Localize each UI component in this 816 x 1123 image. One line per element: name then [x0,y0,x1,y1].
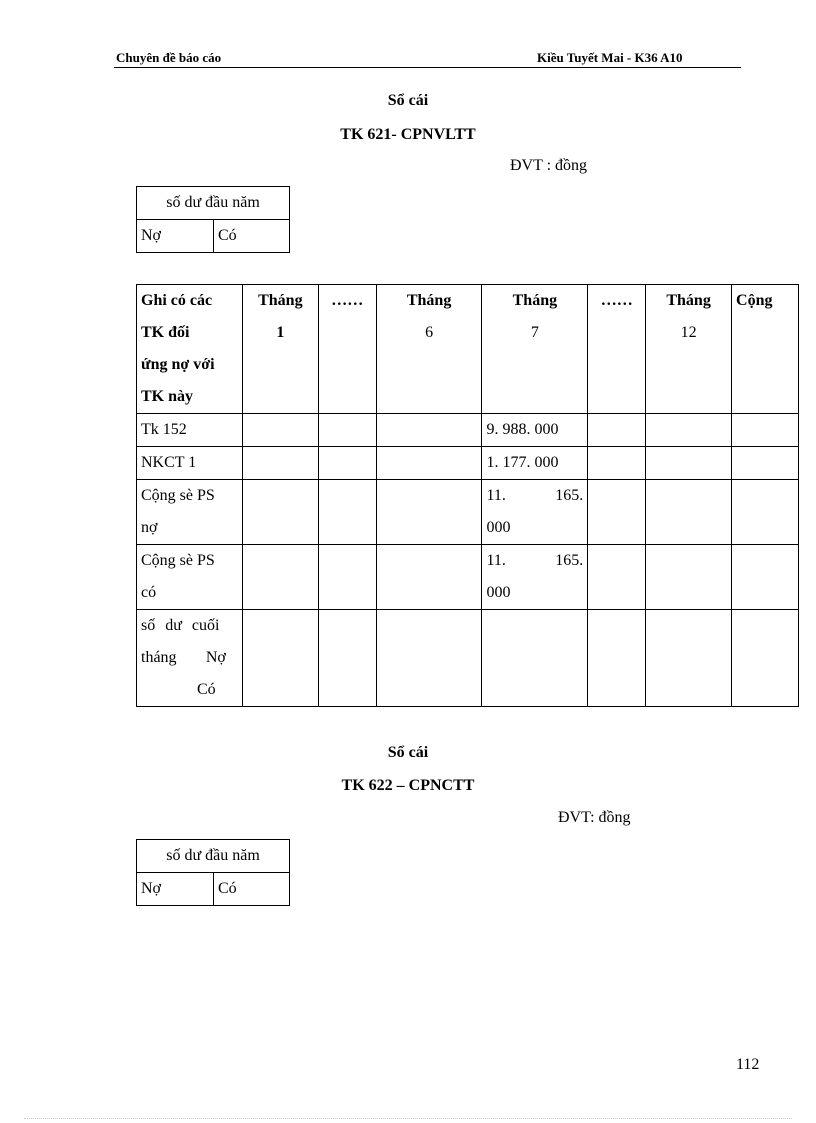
section2-balance-table [136,839,290,906]
header-left: Chuyên đề báo cáo [116,50,222,65]
header-account: Ghi có các TK đối ứng nợ với TK này [137,285,243,414]
section2-subtitle: TK 622 – CPNCTT [341,777,475,794]
table-header-row [137,285,799,414]
table-row [137,480,799,545]
row-label: số dư cuối tháng Nợ Có [137,610,243,707]
section1-title: Sổ cái [387,92,429,109]
header-rule [114,67,741,68]
page-bottom-divider [24,1118,792,1119]
header-month-1: Tháng 1 [242,285,318,414]
row-label: Tk 152 [137,414,243,447]
section1-balance-table [136,186,290,253]
section1-unit: ĐVT : đồng [510,157,588,174]
header-month-7: Tháng 7 [482,285,588,414]
section2-unit: ĐVT: đồng [558,809,631,826]
table-row [137,414,799,447]
header-ellipsis-2: …… [588,285,646,414]
header-month-6: Tháng 6 [376,285,482,414]
row-label: Cộng sè PS nợ [137,480,243,545]
row-month7-value: 9. 988. 000 [482,414,588,447]
ledger-table [136,284,799,707]
row-label: NKCT 1 [137,447,243,480]
page-number: 112 [736,1056,760,1073]
row-month7-value: 11. 165. 000 [482,480,588,545]
balance-no: Nợ [137,220,214,253]
row-month7-value: 1. 177. 000 [482,447,588,480]
balance-head: số dư đầu năm [137,187,290,220]
balance-no: Nợ [137,873,214,906]
header-ellipsis-1: …… [318,285,376,414]
header-total: Cộng [732,285,799,414]
section1-subtitle: TK 621- CPNVLTT [340,126,476,143]
section2-title: Sổ cái [387,744,429,761]
balance-co: Có [214,220,290,253]
table-row [137,545,799,610]
table-row [137,610,799,707]
balance-co: Có [214,873,290,906]
balance-head: số dư đầu năm [137,840,290,873]
row-month7-value: 11. 165. 000 [482,545,588,610]
row-label: Cộng sè PS có [137,545,243,610]
header-month-12: Tháng 12 [646,285,732,414]
header-right: Kiều Tuyết Mai - K36 A10 [537,50,683,65]
table-row [137,447,799,480]
